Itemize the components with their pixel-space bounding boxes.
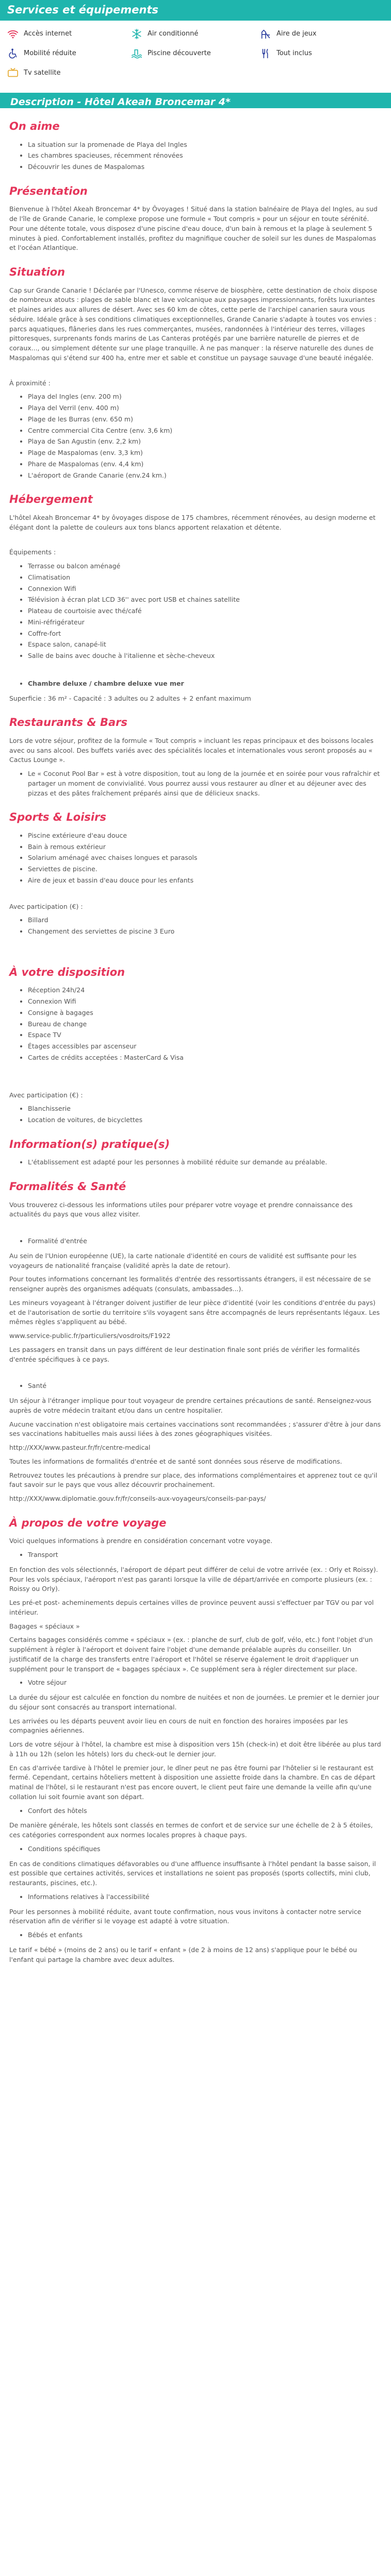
list-item: • Le « Coconut Pool Bar » est à votre disposition, tout au long de la journée et en soirée pour vous rafraîchir et partager un moment de convivialité. Vous pourrez aussi vous restaurer au dîner et au déjeuner avec des pizzas et des pâtes fraîchement préparés ainsi que de délicieux snacks.	[28, 769, 382, 798]
paragraph: Bagages « spéciaux »	[9, 1622, 80, 1630]
list-item: • Playa de San Agustin (env. 2,2 km)	[28, 437, 382, 447]
disposition-paid-list	[28, 1104, 382, 1125]
all-inclusive-icon	[259, 47, 272, 60]
wifi-icon	[6, 27, 20, 41]
hebergement-text: L'hôtel Akeah Broncemar 4* by ôvoyages dispose de 175 chambres, récemment rénovées, au design moderne et élégant dont la palette de couleurs aux tons blancs apportent relaxation et détente.	[9, 513, 376, 531]
section-title-disposition: À votre disposition	[9, 965, 125, 978]
section-title-hebergement: Hébergement	[9, 493, 93, 506]
paragraph: Lors de votre séjour à l'hôtel, la chambre est mise à disposition vers 15h (check-in) et doit être libérée au plus tard à 11h ou 12h (selon les hôtels) lors du check-out le dernier jour.	[9, 1740, 381, 1758]
restaurants-text: Lors de votre séjour, profitez de la formule « Tout compris » incluant les repas principaux et des boissons locales avec ou sans alcool. Des buffets variés avec des spécialités locales et internationales vous seront proposés au « Cactus Lounge ».	[9, 736, 373, 764]
subsection-title: • Bébés et enfants	[28, 1930, 382, 1940]
paragraph: Un séjour à l'étranger implique pour tout voyageur de prendre certaines précautions de santé. Renseignez-vous auprès de votre médecin traitant et/ou dans un centre hospitalier.	[9, 1397, 371, 1414]
services-grid	[0, 21, 391, 81]
room-equipment-list	[28, 562, 382, 661]
restaurants-list	[28, 769, 382, 798]
list-item: • Terrasse ou balcon aménagé	[28, 562, 382, 571]
service-label: Air conditionné	[148, 30, 199, 38]
section-title-apropos: À propos de votre voyage	[9, 1516, 167, 1529]
section-title-situation: Situation	[9, 266, 66, 278]
subsection-title: • Conditions spécifiques	[28, 1844, 382, 1854]
pool-icon	[130, 47, 143, 60]
services-header	[0, 0, 391, 21]
room-type-list	[28, 679, 382, 689]
sports-list	[28, 831, 382, 886]
list-item: • Location de voitures, de bicyclettes	[28, 1115, 382, 1125]
paragraph: En cas de conditions climatiques défavorables ou d'une affluence insuffisante à l'hôtel pendant la basse saison, il est possible que certaines activités, services et installations ne soient pas proposés (sports collectifs, mini club, restaurants, piscines, etc.).	[9, 1859, 376, 1887]
services-title: Services et équipements	[7, 4, 159, 16]
sejour-heading	[28, 1678, 382, 1688]
list-item: • Mini-réfrigérateur	[28, 618, 382, 628]
service-internet	[6, 26, 130, 42]
room-detail: Superficie : 36 m² - Capacité : 3 adultes ou 2 adultes + 2 enfant maximum	[9, 694, 251, 702]
snowflake-icon	[130, 27, 143, 41]
list-item: • Playa del Verril (env. 400 m)	[28, 403, 382, 413]
paragraph: La durée du séjour est calculée en fonction du nombre de nuitées et non de journées. Le premier et le dernier jour du séjour sont consacrés au transport international.	[9, 1693, 379, 1711]
list-item: • Salle de bains avec douche à l'italienne et sèche-cheveux	[28, 651, 382, 661]
section-title-on-aime: On aime	[9, 120, 60, 132]
list-item: • Playa del Ingles (env. 200 m)	[28, 392, 382, 402]
subsection-title: • Transport	[28, 1550, 382, 1560]
service-pool	[130, 45, 259, 62]
list-item: • Bureau de change	[28, 1020, 382, 1029]
list-item: • Étages accessibles par ascenseur	[28, 1042, 382, 1052]
link-text[interactable]: www.service-public.fr/particuliers/vosdroits/F1922	[9, 1332, 171, 1340]
list-item: • Espace salon, canapé-lit	[28, 640, 382, 650]
paragraph: Certains bagages considérés comme « spéciaux » (ex. : planche de surf, club de golf, vélo, etc.) font l'objet d'un supplément à régler à l'aéroport et doivent faire l'objet d'une demande préalable auprès du conseiller. Un justificatif de la charge des transferts entre l'aéroport et l'hôtel se réserve également le droit d'appliquer un supplément pour le transport de « bagages spéciaux ». Ce supplément sera à régler directement sur place.	[9, 1636, 373, 1673]
presentation-text: Bienvenue à l'hôtel Akeah Broncemar 4* by Ôvoyages ! Situé dans la station balnéaire de Playa del Ingles, au sud de l'île de Grande Canarie, le complexe propose une formule « Tout compris » pour un séjour en toute sérénité. Pour une détente totale, vous disposez d'une piscine d'eau douce, d'un bain à remous et la plage à seulement 5 minutes à pied. Confortablement installés, profitez du magnifique coucher de soleil sur les dunes de Maspalomas et l'océan Atlantique.	[9, 205, 378, 252]
paragraph: Les mineurs voyageant à l'étranger doivent justifier de leur pièce d'identité (voir les conditions d'entrée du pays) et de l'autorisation de sortie du territoire s'ils voyagent sans être accompagnés de leurs représentants légaux. Les mêmes règles s'appliquent au bébé.	[9, 1298, 380, 1326]
link-text[interactable]: http://XXX/www.diplomatie.gouv.fr/fr/conseils-aux-voyageurs/conseils-par-pays/	[9, 1495, 266, 1502]
list-item: • Piscine extérieure d'eau douce	[28, 831, 382, 841]
paragraph: Aucune vaccination n'est obligatoire mais certaines vaccinations sont recommandées ; s'assurer d'être à jour dans ses vaccinations habituelles mais aussi liées à des zones géographiques visitées.	[9, 1420, 381, 1438]
subsection-title: • Santé	[28, 1381, 382, 1391]
subsection-title: • Confort des hôtels	[28, 1806, 382, 1816]
situation-text: Cap sur Grande Canarie ! Déclarée par l'Unesco, comme réserve de biosphère, cette destination de choix dispose de nombreux atouts : plages de sable blanc et lave volcanique aux paysages impressionnants, forêts luxuriantes et plaines arides aux allures de désert. Avec ses 60 km de côtes, cette perle de l'archipel canarien saura vous séduire. Idéale grâce à ses conditions climatiques exceptionnelles, Grande Canarie s'adapte à toutes vos envies : parcs aquatiques, flâneries dans les rues commerçantes, musées, randonnées à l'intérieur des terres, villages pittoresques, surprenants fonds marins de Las Canteras protégés par une barrière naturelle de pierres et de coraux..., ou simplement détente sur une plage tranquille. À ne pas manquer : la réserve naturelle des dunes de Maspalomas qui s'étend sur 400 ha, entre mer et sable et constitue un paysage sauvage d'une beauté inégalée.	[9, 286, 378, 362]
paragraph: Pour toutes informations concernant les formalités d'entrée des ressortissants étrangers, il est nécessaire de se renseigner auprès des organismes adéquats (consulats, ambassades...).	[9, 1275, 371, 1293]
sports-paid-list	[28, 916, 382, 937]
list-item: • Consigne à bagages	[28, 1008, 382, 1018]
informations-list	[28, 1158, 382, 1167]
formalites-intro: Vous trouverez ci-dessous les informations utiles pour préparer votre voyage et prendre connaissance des actualités du pays que vous allez visiter.	[9, 1200, 353, 1218]
list-item: • Centre commercial Cita Centre (env. 3,6 km)	[28, 426, 382, 436]
list-item: • Climatisation	[28, 573, 382, 583]
paragraph: Retrouvez toutes les précautions à prendre sur place, des informations complémentaires et apprenez tout ce qu'il faut savoir sur le pays que vous allez découvrir prochainement.	[9, 1471, 378, 1489]
formalites-sub2	[28, 1381, 382, 1391]
service-label: Mobilité réduite	[24, 49, 76, 58]
list-item: • Plage de les Burras (env. 650 m)	[28, 415, 382, 425]
description-header	[0, 93, 391, 108]
confort-heading	[28, 1806, 382, 1816]
list-item: • Serviettes de piscine.	[28, 865, 382, 874]
service-all-inclusive	[259, 45, 383, 62]
list-item: • Connexion Wifi	[28, 584, 382, 594]
service-mobility	[6, 45, 130, 62]
proximity-label: À proximité :	[9, 379, 51, 387]
paragraph: En cas d'arrivée tardive à l'hôtel le premier jour, le dîner peut ne pas être fourni par l'hôtelier si le restaurant est fermé. Cependant, certains hôteliers mettent à disposition une assiette froide dans la chambre. En cas de départ matinal de l'hôtel, si le restaurant n'est pas encore ouvert, le client peut faire une demande la veille afin qu'une collation lui soit fournie avant son départ.	[9, 1764, 376, 1801]
list-item: • Blanchisserie	[28, 1104, 382, 1114]
wheelchair-icon	[6, 47, 20, 60]
list-item: • Espace TV	[28, 1030, 382, 1040]
list-item: • Solarium aménagé avec chaises longues et parasols	[28, 853, 382, 863]
on-aime-list	[28, 140, 382, 172]
link-text[interactable]: http://XXX/www.pasteur.fr/fr/centre-medical	[9, 1444, 151, 1451]
proximity-list	[28, 392, 382, 480]
list-item: • Télévision à écran plat LCD 36'' avec port USB et chaines satellite	[28, 595, 382, 605]
list-item: • Billard	[28, 916, 382, 925]
description-content	[0, 118, 391, 1964]
list-item: • Les chambres spacieuses, récemment rénovées	[28, 151, 382, 161]
paragraph: Au sein de l'Union européenne (UE), la carte nationale d'identité en cours de validité est suffisante pour les voyageurs de nationalité française (validité après la date de retour).	[9, 1251, 357, 1269]
playground-icon	[259, 27, 272, 41]
list-item: • Aire de jeux et bassin d'eau douce pour les enfants	[28, 876, 382, 886]
tv-icon	[6, 66, 20, 80]
list-item: • Coffre-fort	[28, 629, 382, 639]
list-item: • L'établissement est adapté pour les personnes à mobilité réduite sur demande au préalable.	[28, 1158, 382, 1167]
list-item: • Réception 24h/24	[28, 986, 382, 995]
subsection-title: • Votre séjour	[28, 1678, 382, 1688]
service-label: Accès internet	[24, 30, 72, 38]
climat-heading	[28, 1844, 382, 1854]
list-item: • La situation sur la promenade de Playa del Ingles	[28, 140, 382, 150]
list-item: • L'aéroport de Grande Canarie (env.24 km.)	[28, 471, 382, 481]
section-title-presentation: Présentation	[9, 184, 88, 197]
paragraph: Pour les personnes à mobilité réduite, avant toute confirmation, nous vous invitons à contacter notre service réservation afin de vérifier si le voyage est adapté à votre situation.	[9, 1907, 362, 1925]
list-item: • Connexion Wifi	[28, 997, 382, 1007]
service-playground	[259, 26, 383, 42]
bebe-heading	[28, 1930, 382, 1940]
disposition-list	[28, 986, 382, 1062]
list-item: • Découvrir les dunes de Maspalomas	[28, 162, 382, 172]
paragraph: Le tarif « bébé » (moins de 2 ans) ou le tarif « enfant » (de 2 à moins de 12 ans) s'applique pour le bébé ou l'enfant qui partage la chambre avec deux adultes.	[9, 1945, 357, 1963]
room-type: • Chambre deluxe / chambre deluxe vue mer	[28, 679, 382, 689]
service-label: Aire de jeux	[276, 30, 317, 38]
access-heading	[28, 1892, 382, 1902]
paragraph: Les arrivées ou les départs peuvent avoir lieu en cours de nuit en fonction des horaires imposées par les compagnies aériennes.	[9, 1717, 348, 1735]
subsection-title: • Formalité d'entrée	[28, 1236, 382, 1246]
list-item: • Changement des serviettes de piscine 3 Euro	[28, 927, 382, 937]
section-title-sports: Sports & Loisirs	[9, 811, 106, 824]
list-item: • Cartes de crédits acceptées : MasterCard & Visa	[28, 1053, 382, 1063]
service-tv	[6, 65, 130, 81]
service-label: Tv satellite	[24, 69, 61, 77]
subsection-title: • Informations relatives à l'accessibilité	[28, 1892, 382, 1902]
disposition-paid-label: Avec participation (€) :	[9, 1091, 83, 1099]
paragraph: Les pré-et post- acheminements depuis certaines villes de province peuvent aussi s'effectuer par TGV ou par vol intérieur.	[9, 1599, 374, 1616]
list-item: • Phare de Maspalomas (env. 4,4 km)	[28, 460, 382, 469]
description-title: Description - Hôtel Akeah Broncemar 4*	[10, 96, 231, 108]
service-aircon	[130, 26, 259, 42]
sports-paid-label: Avec participation (€) :	[9, 902, 83, 910]
formalites-sub1	[28, 1236, 382, 1246]
transport-heading	[28, 1550, 382, 1560]
apropos-intro: Voici quelques informations à prendre en considération concernant votre voyage.	[9, 1537, 273, 1545]
equip-label: Équipements :	[9, 548, 56, 556]
service-label: Tout inclus	[276, 49, 312, 58]
paragraph: Les passagers en transit dans un pays différent de leur destination finale sont priés de vérifier les formalités d'entrée spécifiques à ce pays.	[9, 1345, 360, 1363]
paragraph: Toutes les informations de formalités d'entrée et de santé sont données sous réserve de modifications.	[9, 1457, 343, 1465]
section-title-informations: Information(s) pratique(s)	[9, 1138, 170, 1150]
list-item: • Bain à remous extérieur	[28, 842, 382, 852]
list-item: • Plage de Maspalomas (env. 3,3 km)	[28, 448, 382, 458]
paragraph: De manière générale, les hôtels sont classés en termes de confort et de service sur une échelle de 2 à 5 étoiles, ces catégories correspondent aux normes locales propres à chaque pays.	[9, 1821, 373, 1839]
section-title-restaurants: Restaurants & Bars	[9, 716, 128, 729]
paragraph: En fonction des vols sélectionnés, l'aéroport de départ peut différer de celui de votre arrivée (ex. : Orly et Roissy). Pour les vols spéciaux, l'aéroport n'est pas garanti lorsque la ville de départ/arrivée en comporte plusieurs (ex. : Roissy ou Orly).	[9, 1565, 378, 1593]
section-title-formalites: Formalités & Santé	[9, 1180, 126, 1193]
service-label: Piscine découverte	[148, 49, 211, 58]
list-item: • Plateau de courtoisie avec thé/café	[28, 606, 382, 616]
